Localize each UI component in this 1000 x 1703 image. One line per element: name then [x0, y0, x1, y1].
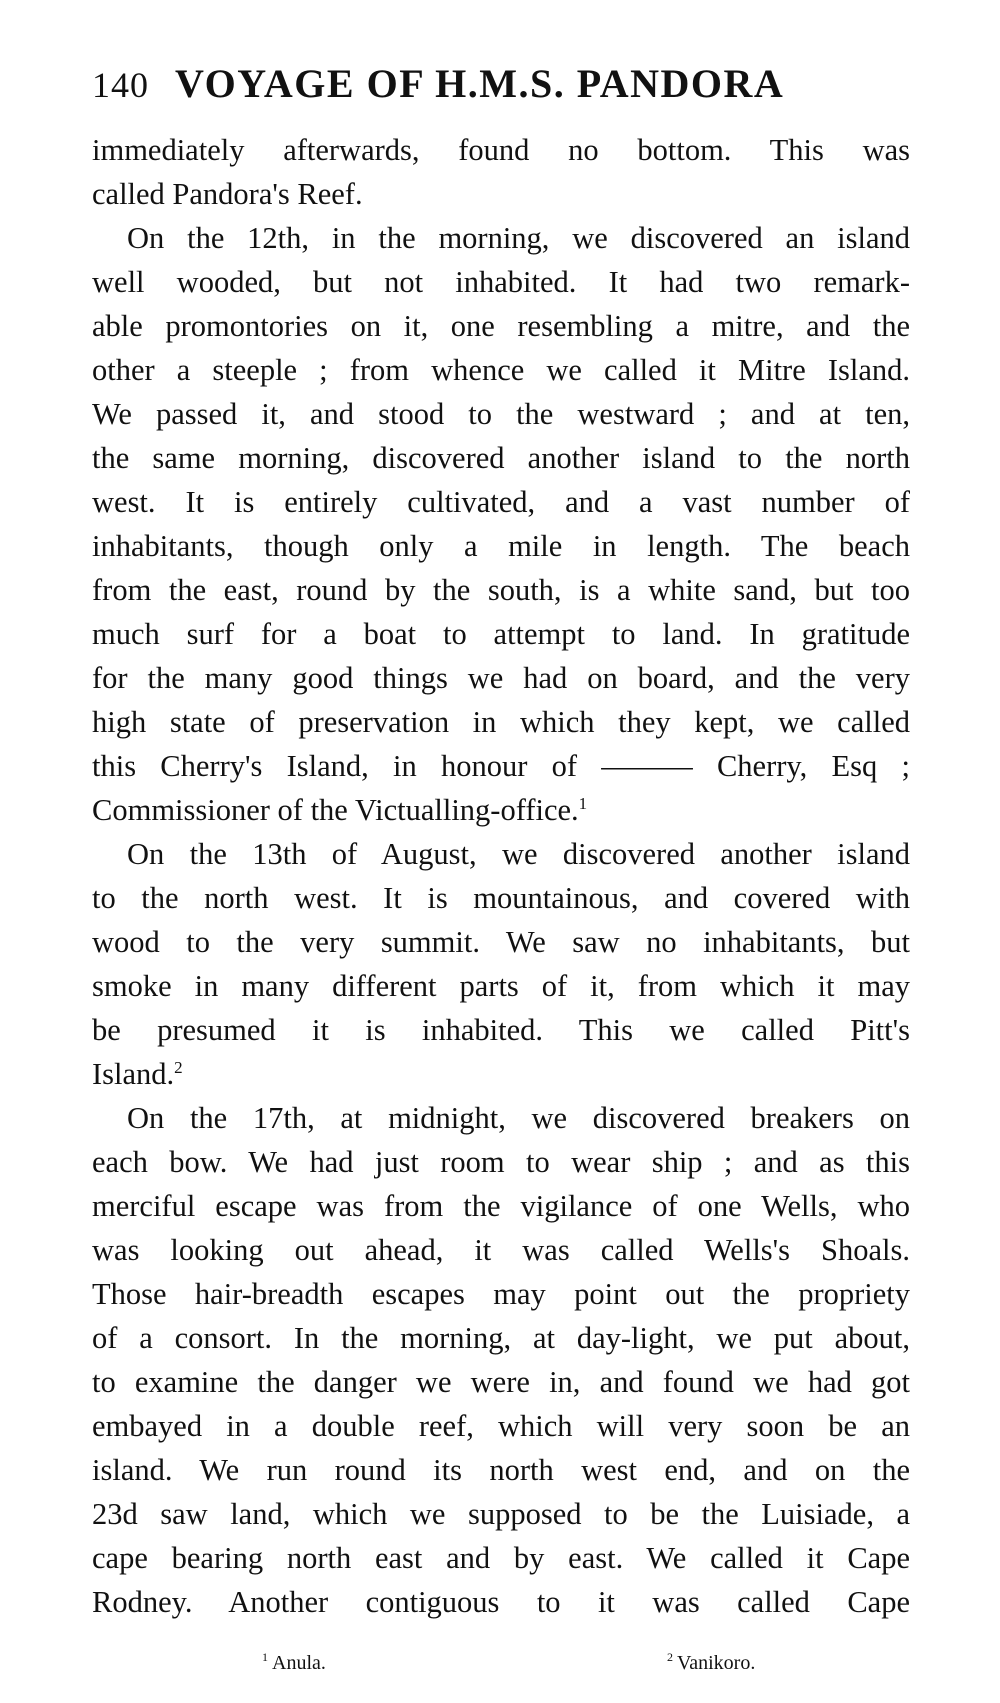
- body-text: [92, 128, 910, 1624]
- text-line-content: able promontories on it, one resembling a mitre, and the: [92, 309, 910, 343]
- text-line-content: merciful escape was from the vigilance of one Wells, who: [92, 1189, 910, 1223]
- text-line: [92, 656, 910, 700]
- text-line: [92, 1360, 910, 1404]
- text-line-content: embayed in a double reef, which will very soon be an: [92, 1409, 910, 1443]
- footnote-reference: 2: [174, 1057, 183, 1077]
- text-line: [92, 216, 910, 260]
- text-line-content: 23d saw land, which we supposed to be the Luisiade, a: [92, 1497, 910, 1531]
- running-head: [92, 60, 942, 120]
- text-line: [92, 436, 910, 480]
- text-line-content: for the many good things we had on board, and the very: [92, 661, 910, 695]
- text-line: [92, 1492, 910, 1536]
- text-line: [92, 1580, 910, 1624]
- footnote-mark: 2: [667, 1650, 673, 1665]
- running-title: VOYAGE OF H.M.S. PANDORA: [175, 61, 785, 106]
- text-line-content: well wooded, but not inhabited. It had two remark-: [92, 265, 910, 299]
- footnote-reference: 1: [578, 793, 588, 813]
- text-line: [92, 1052, 910, 1096]
- text-line: [92, 348, 910, 392]
- text-line: [92, 1316, 910, 1360]
- text-line-content: We passed it, and stood to the westward ; and at ten,: [92, 397, 910, 431]
- text-line-content: from the east, round by the south, is a white sand, but too: [92, 573, 910, 607]
- text-line-content: each bow. We had just room to wear ship ; and as this: [92, 1145, 910, 1179]
- text-line: [92, 1096, 910, 1140]
- text-line: [92, 568, 910, 612]
- text-line-content: be presumed it is inhabited. This we called Pitt's: [92, 1013, 910, 1047]
- text-line: [92, 1008, 910, 1052]
- text-line: [92, 788, 910, 832]
- text-line: [92, 832, 910, 876]
- text-line: [92, 1536, 910, 1580]
- text-line: [92, 920, 910, 964]
- text-line-content: was looking out ahead, it was called Wells's Shoals.: [92, 1233, 910, 1267]
- text-line: [92, 1184, 910, 1228]
- footnote-2: [667, 1652, 755, 1675]
- text-line: [92, 260, 910, 304]
- text-line-content: this Cherry's Island, in honour of ——— Cherry, Esq ;: [92, 749, 910, 783]
- text-line: [92, 128, 910, 172]
- text-line-content: much surf for a boat to attempt to land. In gratitude: [92, 617, 910, 651]
- text-line: [92, 744, 910, 788]
- text-line-content: On the 13th of August, we discovered another island: [127, 837, 910, 871]
- footnote-1: [262, 1652, 326, 1675]
- text-line-content: called Pandora's Reef.: [92, 177, 363, 211]
- text-line-content: On the 17th, at midnight, we discovered breakers on: [127, 1101, 910, 1135]
- text-line: [92, 1404, 910, 1448]
- text-line: [92, 480, 910, 524]
- text-line-content: to examine the danger we were in, and found we had got: [92, 1365, 910, 1399]
- page-number: 140: [92, 65, 149, 105]
- text-line-content: to the north west. It is mountainous, and covered with: [92, 881, 910, 915]
- text-line-content: wood to the very summit. We saw no inhabitants, but: [92, 925, 910, 959]
- footnotes: [0, 1652, 1000, 1682]
- text-line: [92, 876, 910, 920]
- text-line-content: smoke in many different parts of it, from which it may: [92, 969, 910, 1003]
- text-line: [92, 612, 910, 656]
- text-line-content: Rodney. Another contiguous to it was called Cape: [92, 1585, 910, 1619]
- text-line: [92, 304, 910, 348]
- text-line-content: Island.: [92, 1057, 175, 1091]
- text-line-content: high state of preservation in which they kept, we called: [92, 705, 910, 739]
- text-line-content: inhabitants, though only a mile in length. The beach: [92, 529, 910, 563]
- footnote-text: Vanikoro.: [677, 1652, 756, 1674]
- text-line-content: west. It is entirely cultivated, and a vast number of: [92, 485, 910, 519]
- text-line-content: On the 12th, in the morning, we discovered an island: [127, 221, 910, 255]
- text-line-content: Those hair-breadth escapes may point out the propriety: [92, 1277, 910, 1311]
- text-line: [92, 700, 910, 744]
- text-line-content: of a consort. In the morning, at day-light, we put about,: [92, 1321, 910, 1355]
- text-line-content: cape bearing north east and by east. We called it Cape: [92, 1541, 910, 1575]
- text-line: [92, 172, 910, 216]
- text-line: [92, 524, 910, 568]
- text-line-content: immediately afterwards, found no bottom. This was: [92, 133, 910, 167]
- text-line-content: Commissioner of the Victualling-office.: [92, 793, 579, 827]
- text-line: [92, 964, 910, 1008]
- text-line: [92, 392, 910, 436]
- footnote-mark: 1: [262, 1650, 268, 1665]
- text-line-content: the same morning, discovered another island to the north: [92, 441, 910, 475]
- footnote-text: Anula.: [272, 1652, 326, 1674]
- text-line: [92, 1140, 910, 1184]
- text-line: [92, 1448, 910, 1492]
- text-line-content: island. We run round its north west end, and on the: [92, 1453, 910, 1487]
- text-line: [92, 1228, 910, 1272]
- text-line: [92, 1272, 910, 1316]
- text-line-content: other a steeple ; from whence we called it Mitre Island.: [92, 353, 910, 387]
